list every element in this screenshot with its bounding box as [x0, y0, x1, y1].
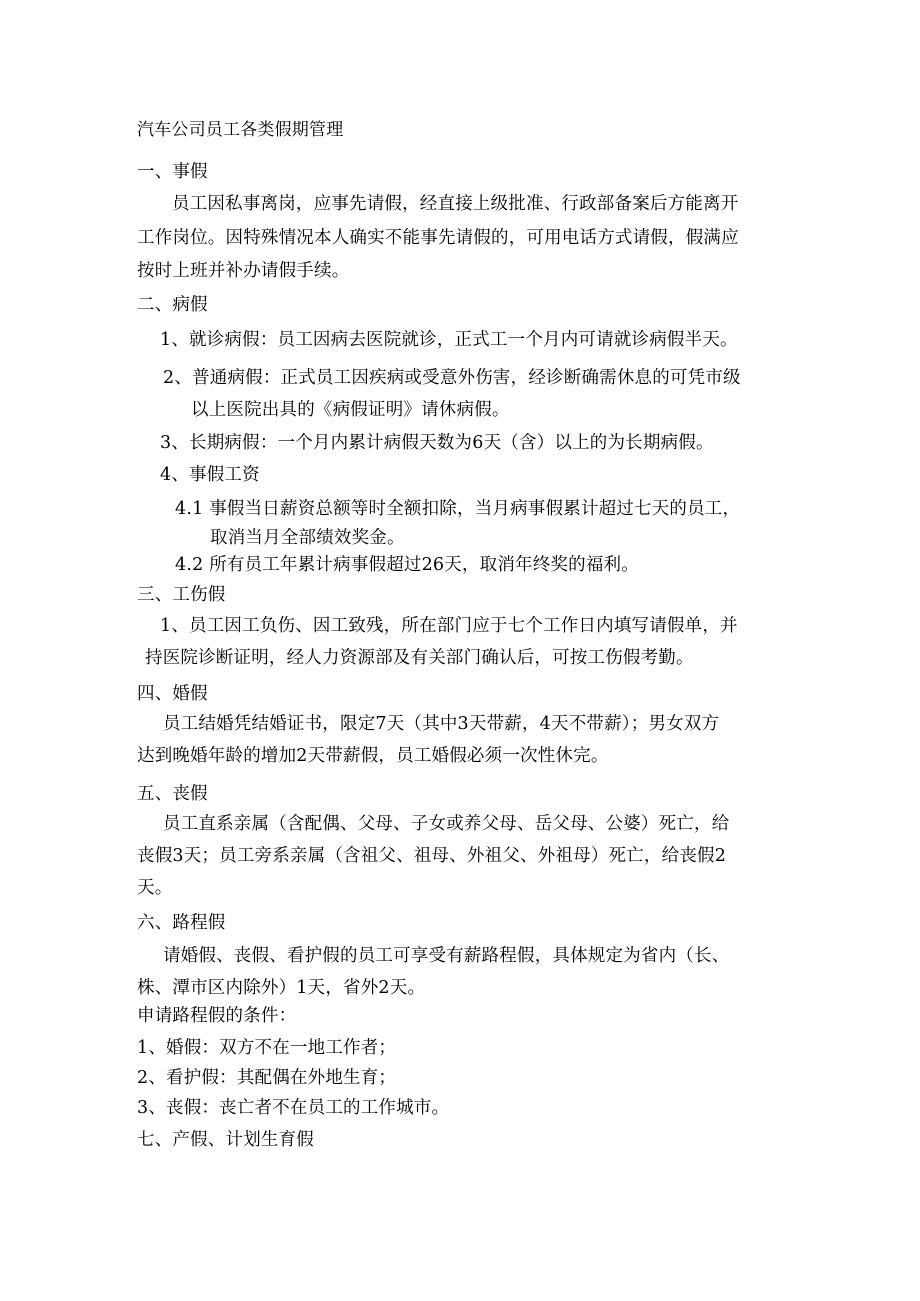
paragraph-line: 株、潭市区内除外）1天，省外2天。	[137, 978, 426, 998]
paragraph-line: 员工因私事离岗，应事先请假，经直接上级批准、行政部备案后方能离开	[172, 194, 739, 214]
paragraph-line: 丧假3天；员工旁系亲属（含祖父、祖母、外祖父、外祖母）死亡，给丧假2	[137, 846, 727, 866]
paragraph-line: 按时上班并补办请假手续。	[137, 261, 350, 281]
sub-item: 4.2 所有员工年累计病事假超过26天，取消年终奖的福利。	[175, 555, 639, 575]
paragraph-line: 员工直系亲属（含配偶、父母、子女或养父母、岳父母、公婆）死亡，给	[163, 814, 730, 834]
list-item: 1、就诊病假：员工因病去医院就诊，正式工一个月内可请就诊病假半天。	[160, 330, 738, 350]
paragraph-line: 达到晚婚年龄的增加2天带薪假，员工婚假必须一次性休完。	[137, 746, 609, 766]
section-heading-sick-leave: 二、病假	[137, 295, 208, 315]
list-item: 3、长期病假：一个月内累计病假天数为6天（含）以上的为长期病假。	[160, 433, 714, 453]
section-heading-work-injury-leave: 三、工伤假	[137, 585, 226, 605]
paragraph-line: 持医院诊断证明，经人力资源部及有关部门确认后，可按工伤假考勤。	[145, 648, 694, 668]
section-heading-maternity-leave: 七、产假、计划生育假	[137, 1130, 314, 1150]
conditions-label: 申请路程假的条件：	[137, 1006, 297, 1026]
list-item: 3、丧假：丧亡者不在员工的工作城市。	[137, 1098, 450, 1118]
list-item: 2、看护假：其配偶在外地生育；	[137, 1068, 397, 1088]
list-item-continuation: 以上医院出具的《病假证明》请休病假。	[191, 400, 510, 420]
paragraph-line: 员工结婚凭结婚证书，限定7天（其中3天带薪，4天不带薪）；男女双方	[163, 714, 720, 734]
section-heading-personal-leave: 一、事假	[137, 162, 208, 182]
list-item: 2、普通病假：正式员工因疾病或受意外伤害，经诊断确需休息的可凭市级	[163, 368, 741, 388]
sub-item-continuation: 取消当月全部绩效奖金。	[210, 528, 405, 548]
paragraph-line: 天。	[137, 878, 173, 898]
paragraph-line: 1、员工因工负伤、因工致残，所在部门应于七个工作日内填写请假单，并	[160, 616, 738, 636]
list-item: 1、婚假：双方不在一地工作者；	[137, 1038, 397, 1058]
sub-item: 4.1 事假当日薪资总额等时全额扣除，当月病事假累计超过七天的员工，	[175, 499, 741, 519]
list-item: 4、事假工资	[160, 465, 260, 485]
paragraph-line: 请婚假、丧假、看护假的员工可享受有薪路程假，具体规定为省内（长、	[163, 946, 730, 966]
paragraph-line: 工作岗位。因特殊情况本人确实不能事先请假的，可用电话方式请假，假满应	[137, 228, 739, 248]
document-title: 汽车公司员工各类假期管理	[137, 120, 344, 140]
section-heading-bereavement-leave: 五、丧假	[137, 784, 208, 804]
section-heading-travel-leave: 六、路程假	[137, 913, 226, 933]
section-heading-marriage-leave: 四、婚假	[137, 684, 208, 704]
